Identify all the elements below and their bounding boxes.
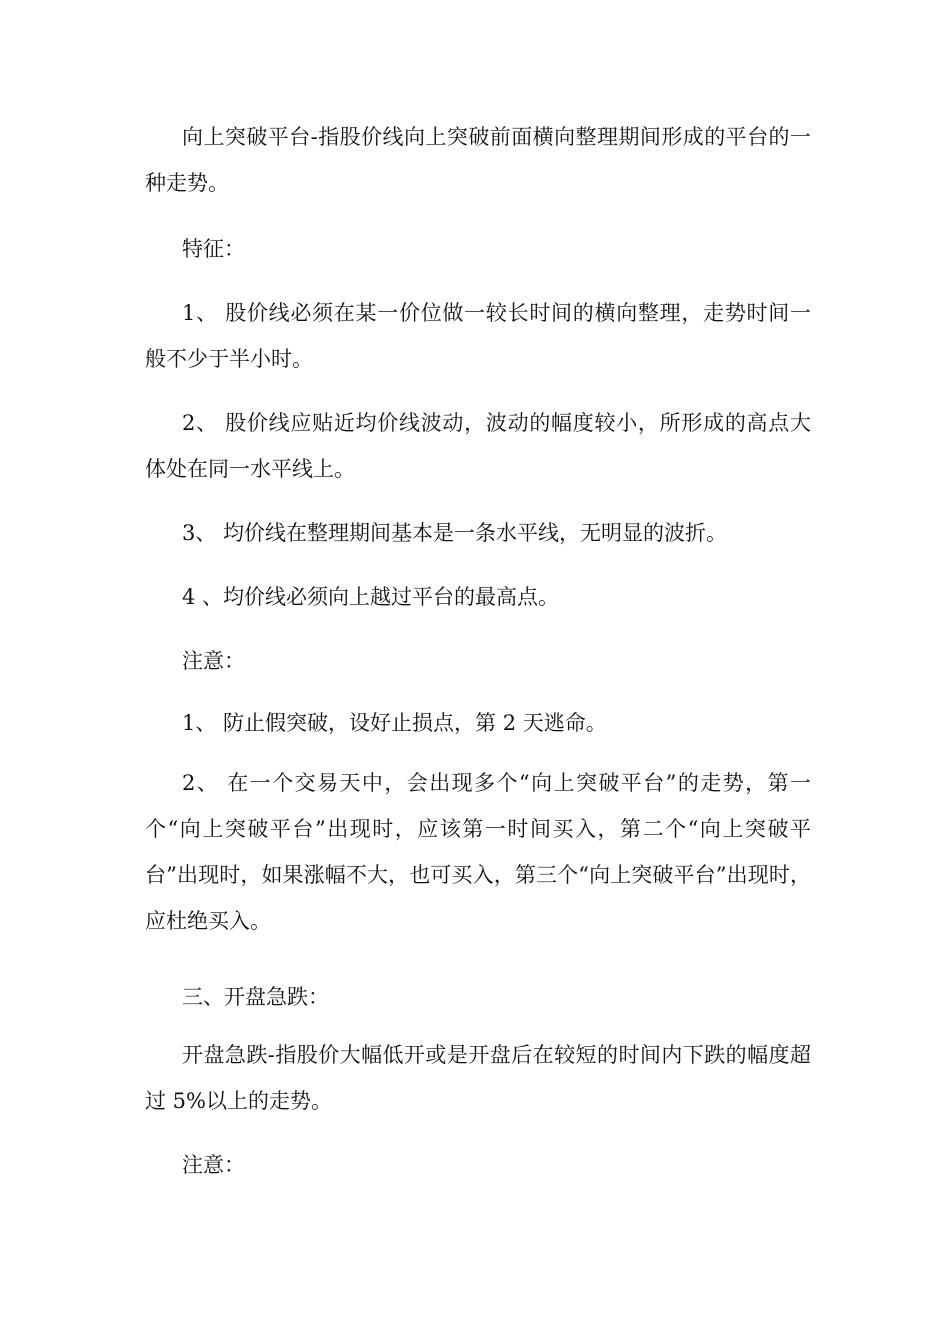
- feature-item-1: 1、 股价线必须在某一价位做一较长时间的横向整理，走势时间一般不少于半小时。: [145, 301, 811, 371]
- note-item-1: 1、 防止假突破，设好止损点，第 2 天逃命。: [182, 711, 607, 735]
- feature-item-3: 3、 均价线在整理期间基本是一条水平线，无明显的波折。: [182, 521, 728, 545]
- paragraph-definition-breakout: 向上突破平台-指股价线向上突破前面横向整理期间形成的平台的一种走势。: [145, 125, 811, 195]
- heading-notes: 注意：: [182, 649, 245, 673]
- paragraph-definition-opening-drop: 开盘急跌-指股价大幅低开或是开盘后在较短的时间内下跌的幅度超过 5%以上的走势。: [145, 1043, 811, 1113]
- feature-item-4: 4 、均价线必须向上越过平台的最高点。: [182, 585, 560, 609]
- heading-notes-2: 注意：: [182, 1153, 245, 1177]
- note-item-2: 2、 在一个交易天中，会出现多个“向上突破平台”的走势，第一个“向上突破平台”出现时，应该第一时间买入，第二个“向上突破平台”出现时，如果涨幅不大，也可买入，第三个“向上突破平台”出现时，应杜绝买入。: [145, 771, 811, 933]
- heading-features: 特征：: [182, 237, 245, 261]
- feature-item-2: 2、 股价线应贴近均价线波动，波动的幅度较小，所形成的高点大体处在同一水平线上。: [145, 411, 811, 481]
- section-heading-opening-drop: 三、开盘急跌：: [182, 985, 329, 1009]
